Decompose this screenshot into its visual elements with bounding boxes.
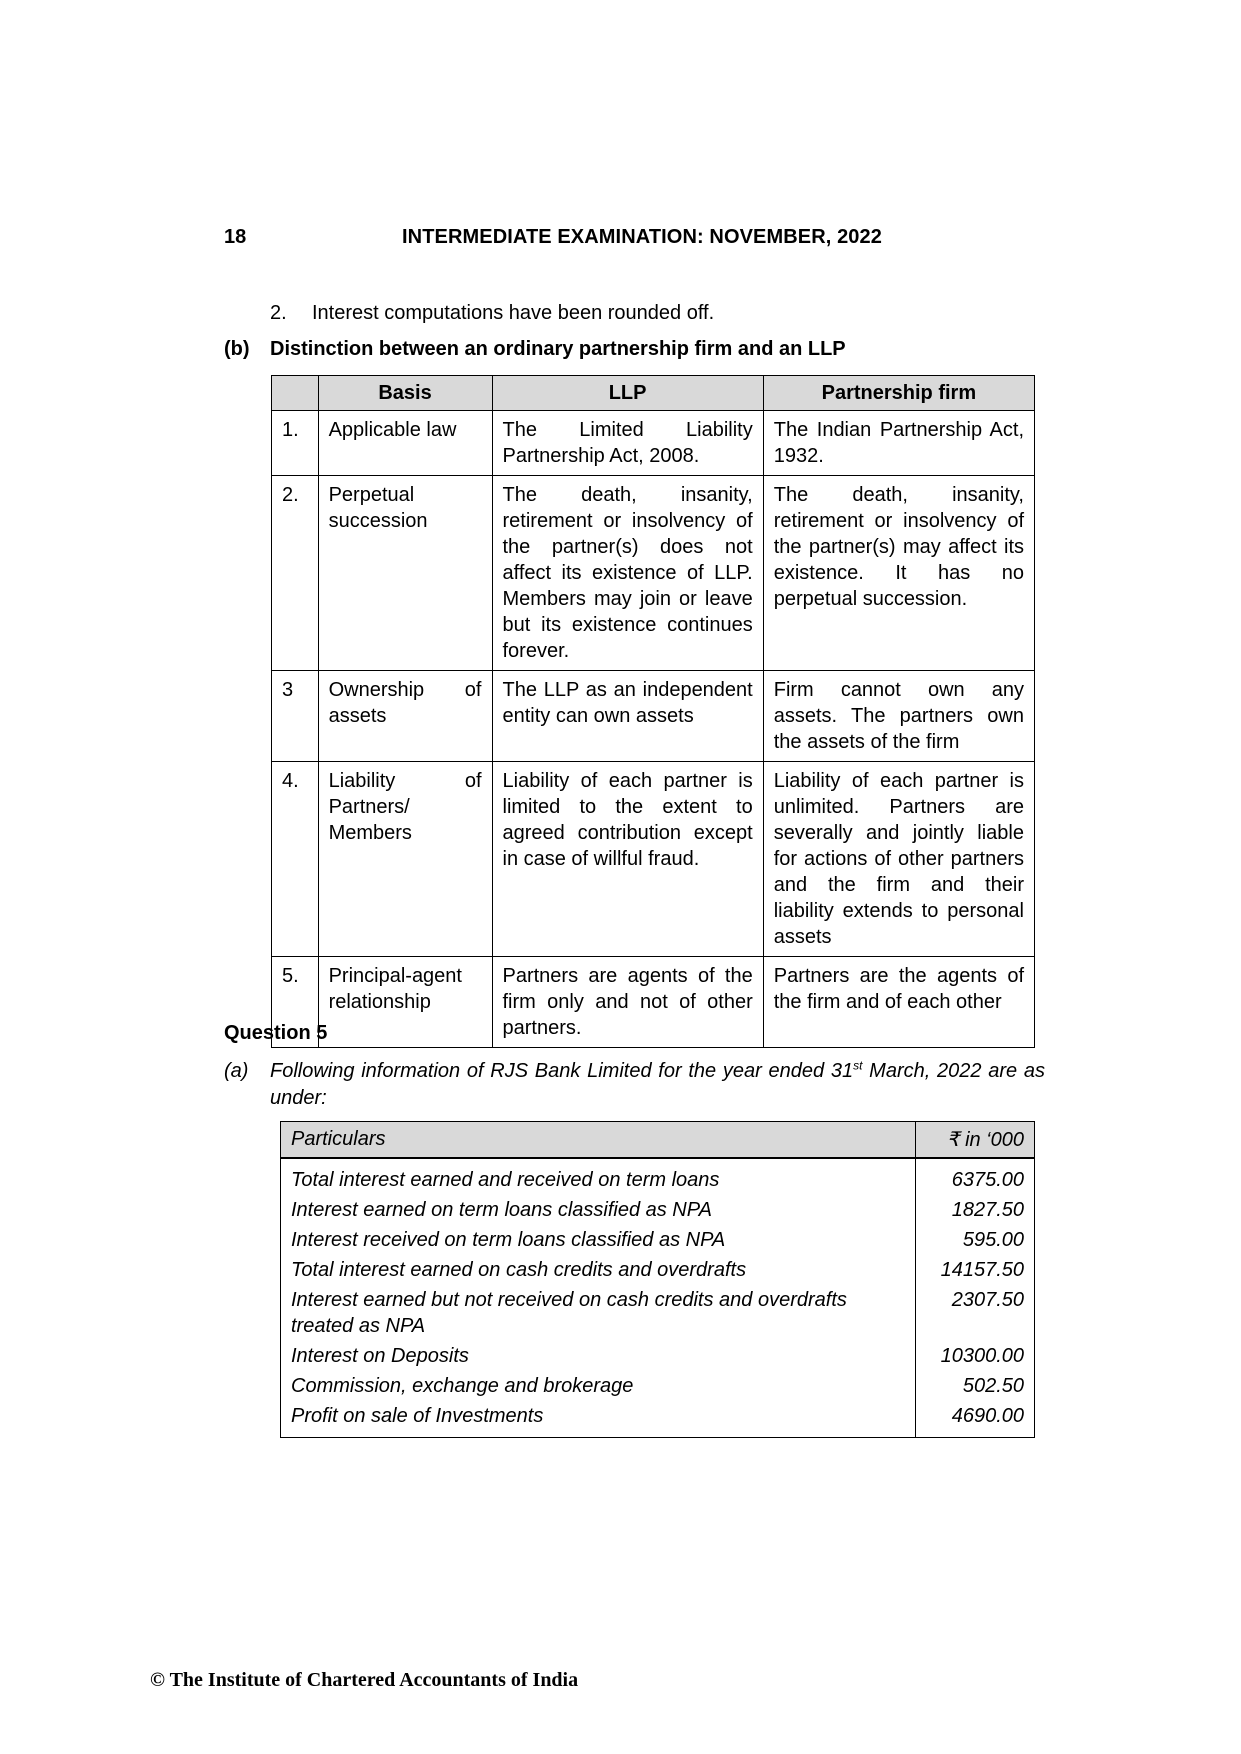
particular-cell: Interest earned but not received on cash credits and overdrafts treated as NPA — [281, 1285, 916, 1341]
table-row — [281, 1371, 1035, 1401]
table-row — [272, 957, 1035, 1048]
amount-cell: 2307.50 — [916, 1285, 1035, 1341]
row-number: 4. — [272, 762, 319, 957]
row-llp: Partners are agents of the firm only and not of other partners. — [492, 957, 763, 1048]
amount-cell: 10300.00 — [916, 1341, 1035, 1371]
row-number: 5. — [272, 957, 319, 1048]
row-number: 1. — [272, 411, 319, 476]
column-header-particulars: Particulars — [281, 1122, 916, 1159]
particular-cell: Interest on Deposits — [281, 1341, 916, 1371]
column-header-no — [272, 376, 319, 411]
table-row — [281, 1195, 1035, 1225]
particulars-table — [280, 1121, 1035, 1438]
particular-cell: Total interest earned on cash credits and overdrafts — [281, 1255, 916, 1285]
row-firm: Liability of each partner is unlimited. Partners are severally and jointly liable for actions of other partners and the firm and their liability extends to personal assets — [763, 762, 1034, 957]
column-header-basis: Basis — [318, 376, 492, 411]
question-part-label: (a) — [224, 1060, 249, 1082]
particular-cell: Commission, exchange and brokerage — [281, 1371, 916, 1401]
amount-cell: 595.00 — [916, 1225, 1035, 1255]
column-header-amount: ₹ in ‘000 — [916, 1122, 1035, 1159]
note-text: Interest computations have been rounded off. — [312, 302, 715, 324]
particular-cell: Total interest earned and received on term loans — [281, 1158, 916, 1195]
row-basis: Liability of Partners/ Members — [318, 762, 492, 957]
table-row — [281, 1255, 1035, 1285]
row-llp: The Limited Liability Partnership Act, 2008. — [492, 411, 763, 476]
row-firm: Partners are the agents of the firm and of each other — [763, 957, 1034, 1048]
row-firm: The Indian Partnership Act, 1932. — [763, 411, 1034, 476]
row-llp: Liability of each partner is limited to the extent to agreed contribution except in case of willful fraud. — [492, 762, 763, 957]
row-firm: The death, insanity, retirement or insolvency of the partner(s) may affect its existence. It has no perpetual succession. — [763, 476, 1034, 671]
row-llp: The LLP as an independent entity can own assets — [492, 671, 763, 762]
row-llp: The death, insanity, retirement or insolvency of the partner(s) does not affect its existence of LLP. Members may join or leave but its existence continues forever. — [492, 476, 763, 671]
row-basis: Applicable law — [318, 411, 492, 476]
table-row — [272, 476, 1035, 671]
page-header-title: INTERMEDIATE EXAMINATION: NOVEMBER, 2022 — [402, 226, 882, 248]
page-number: 18 — [224, 226, 247, 248]
particular-cell: Interest earned on term loans classified as NPA — [281, 1195, 916, 1225]
note-item — [270, 302, 714, 325]
particular-cell: Profit on sale of Investments — [281, 1401, 916, 1438]
question-text — [270, 1058, 1045, 1112]
section-b-title: Distinction between an ordinary partnership firm and an LLP — [270, 338, 846, 360]
table-row — [281, 1341, 1035, 1371]
amount-cell: 502.50 — [916, 1371, 1035, 1401]
note-number: 2. — [270, 302, 287, 324]
comparison-table — [271, 375, 1035, 1048]
row-basis: Perpetual succession — [318, 476, 492, 671]
amount-cell: 4690.00 — [916, 1401, 1035, 1438]
table-header-row — [281, 1122, 1035, 1159]
row-basis: Principal-agent relationship — [318, 957, 492, 1048]
section-b-label: (b) — [224, 338, 250, 360]
question-text-start: Following information of RJS Bank Limited for the year ended 31 — [270, 1060, 854, 1082]
copyright-footer: © The Institute of Chartered Accountants of India — [150, 1669, 579, 1691]
table-row — [281, 1225, 1035, 1255]
table-header-row — [272, 376, 1035, 411]
ordinal-suffix: st — [853, 1058, 863, 1073]
table-row — [272, 671, 1035, 762]
amount-cell: 1827.50 — [916, 1195, 1035, 1225]
question-heading: Question 5 — [224, 1022, 328, 1044]
amount-cell: 14157.50 — [916, 1255, 1035, 1285]
amount-cell: 6375.00 — [916, 1158, 1035, 1195]
column-header-firm: Partnership firm — [763, 376, 1034, 411]
row-number: 3 — [272, 671, 319, 762]
table-row — [281, 1401, 1035, 1438]
row-firm: Firm cannot own any assets. The partners own the assets of the firm — [763, 671, 1034, 762]
table-row — [281, 1158, 1035, 1195]
particular-cell: Interest received on term loans classified as NPA — [281, 1225, 916, 1255]
row-basis: Ownership of assets — [318, 671, 492, 762]
table-row — [272, 411, 1035, 476]
column-header-llp: LLP — [492, 376, 763, 411]
row-number: 2. — [272, 476, 319, 671]
question-text-end: March, 2022 are as under: — [270, 1060, 1045, 1109]
table-row — [281, 1285, 1035, 1341]
table-row — [272, 762, 1035, 957]
